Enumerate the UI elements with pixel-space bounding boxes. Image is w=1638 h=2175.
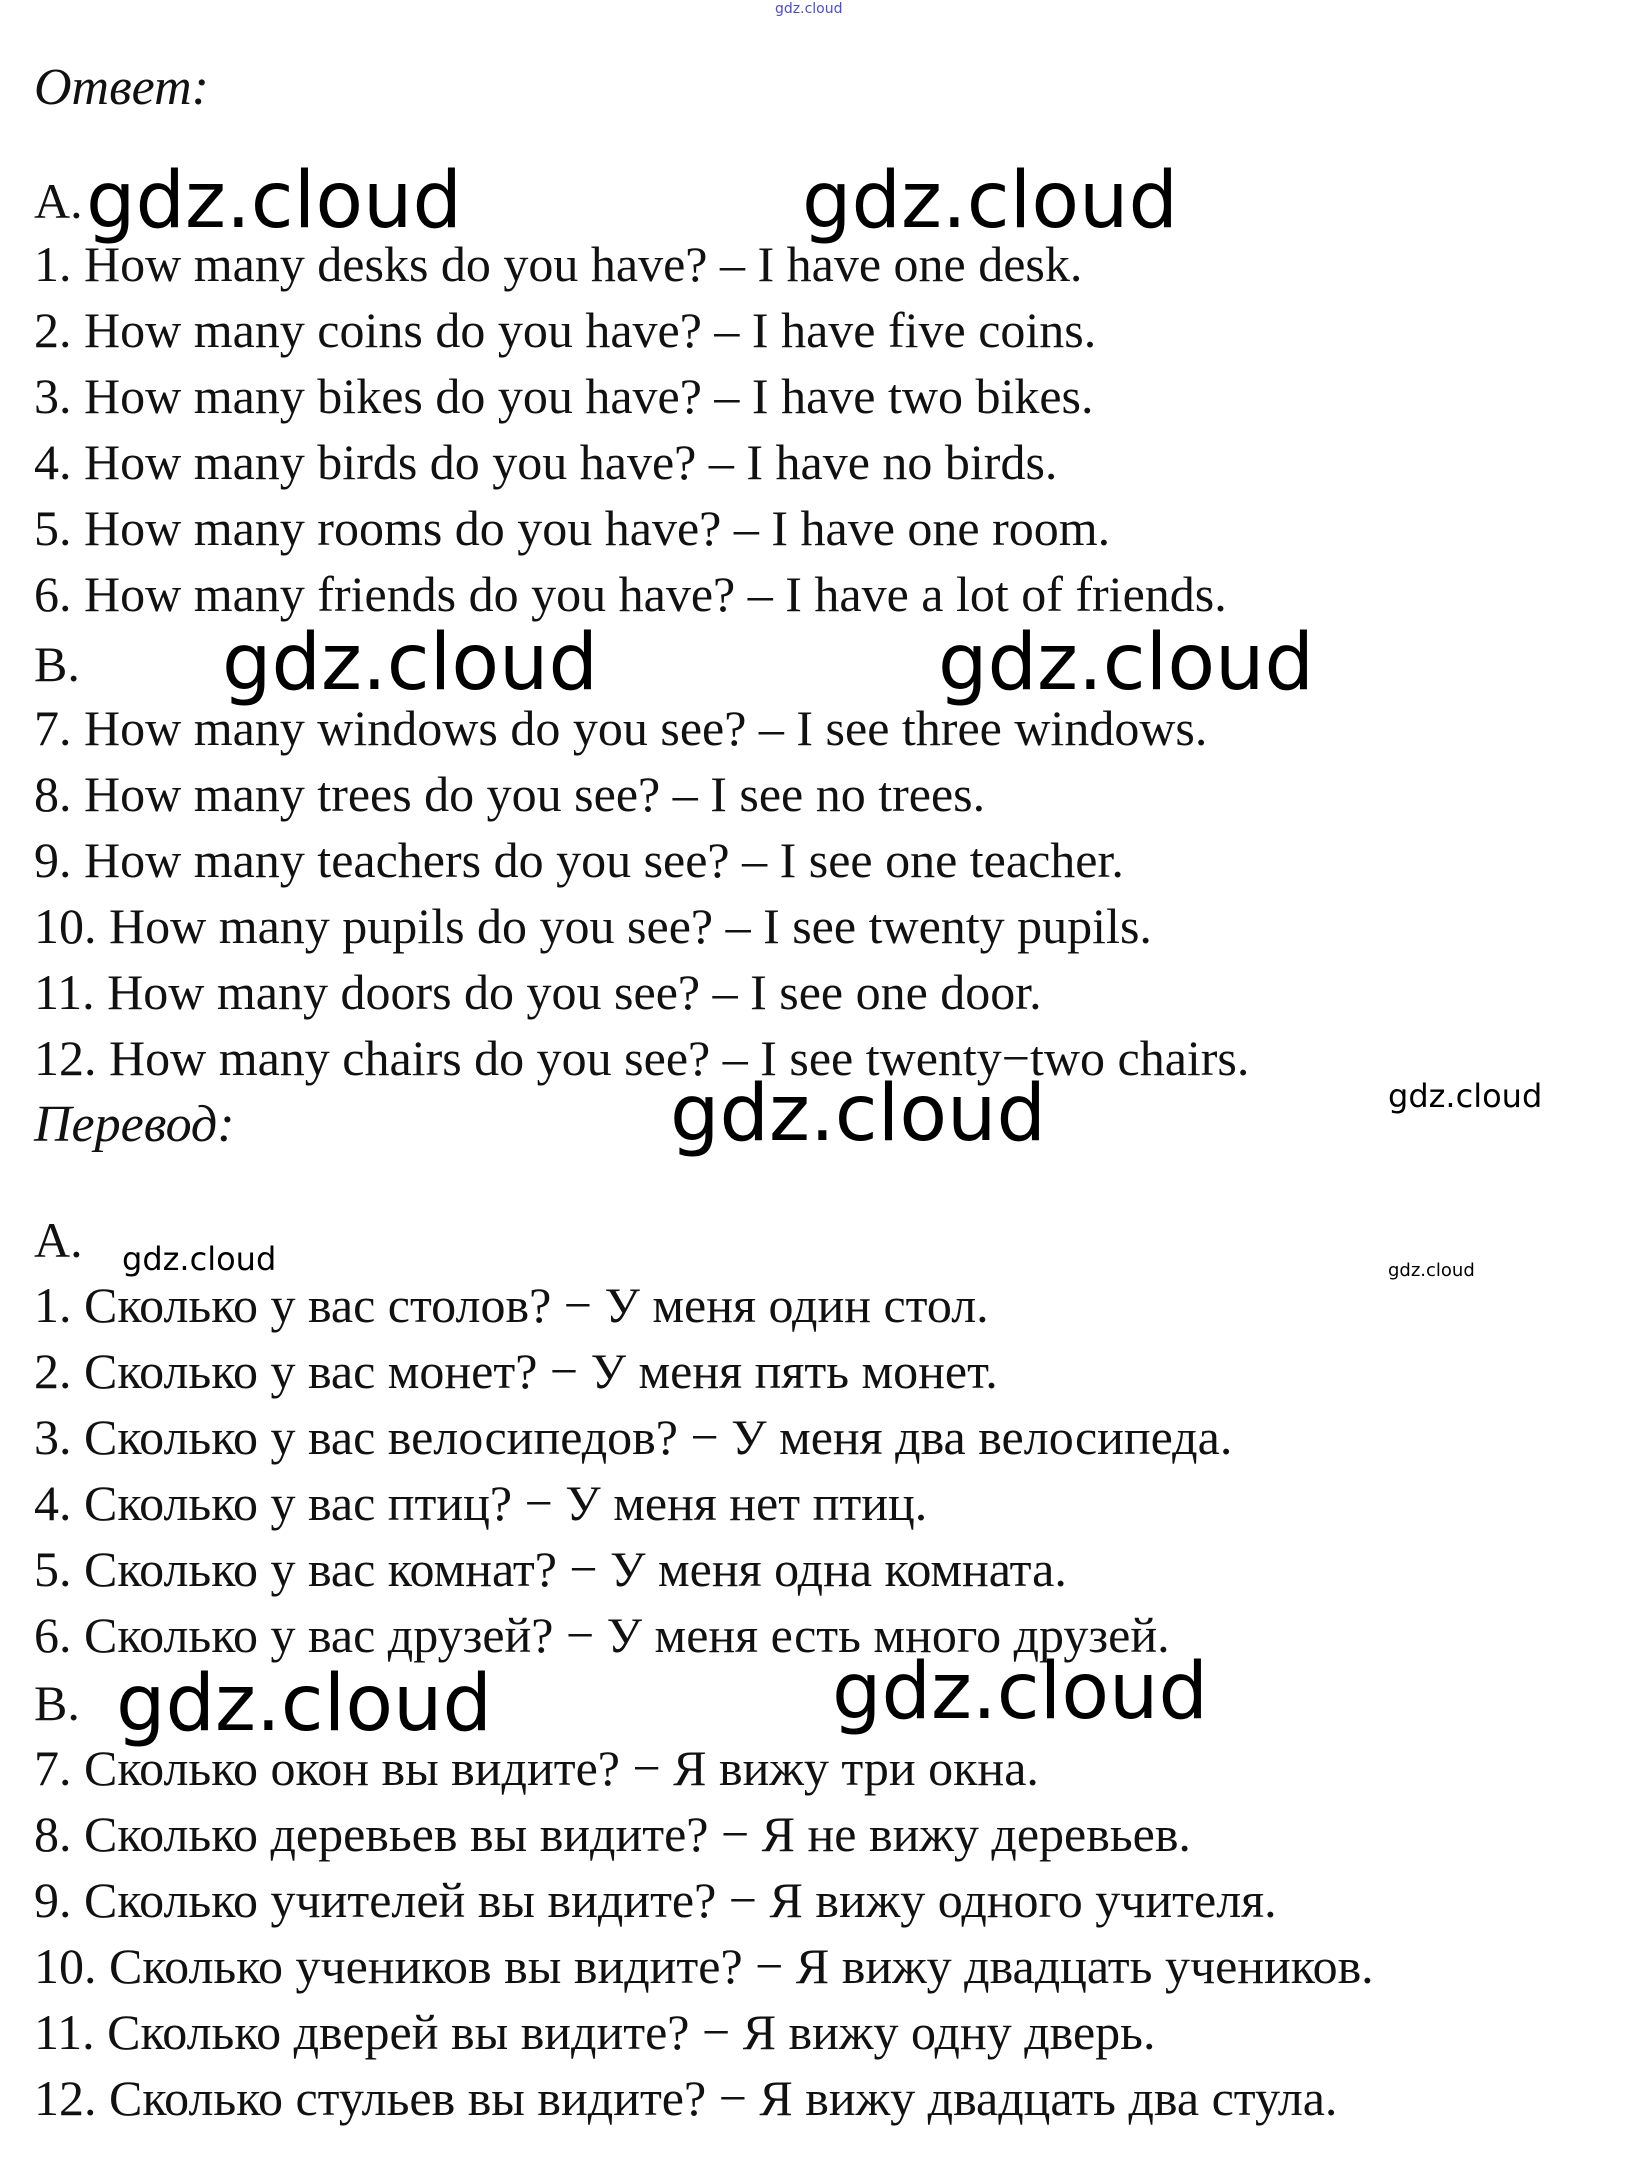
- translation-line-12: 12. Сколько стульев вы видите? − Я вижу двадцать два стула.: [34, 2070, 1338, 2126]
- answer-line-2: 2. How many coins do you have? – I have five coins.: [34, 302, 1097, 358]
- translation-heading: Перевод:: [34, 1096, 235, 1153]
- translation-line-5: 5. Сколько у вас комнат? − У меня одна комната.: [34, 1541, 1067, 1597]
- translation-line-3: 3. Сколько у вас велосипедов? − У меня два велосипеда.: [34, 1409, 1233, 1465]
- answer-line-6: 6. How many friends do you have? – I have a lot of friends.: [34, 566, 1227, 622]
- answer-line-9: 9. How many teachers do you see? – I see one teacher.: [34, 832, 1124, 888]
- answer-line-1: 1. How many desks do you have? – I have one desk.: [34, 236, 1083, 292]
- answer-section-b-label: B.: [34, 636, 80, 692]
- watermark: gdz.cloud: [116, 1659, 492, 1749]
- watermark: gdz.cloud: [122, 1240, 277, 1278]
- translation-line-8: 8. Сколько деревьев вы видите? − Я не вижу деревьев.: [34, 1806, 1191, 1862]
- translation-line-2: 2. Сколько у вас монет? − У меня пять монет.: [34, 1343, 998, 1399]
- answer-line-7: 7. How many windows do you see? – I see three windows.: [34, 700, 1208, 756]
- translation-line-7: 7. Сколько окон вы видите? − Я вижу три окна.: [34, 1740, 1039, 1796]
- translation-line-9: 9. Сколько учителей вы видите? − Я вижу одного учителя.: [34, 1872, 1277, 1928]
- translation-line-6: 6. Сколько у вас друзей? − У меня есть много друзей.: [34, 1607, 1170, 1663]
- answer-line-3: 3. How many bikes do you have? – I have two bikes.: [34, 368, 1094, 424]
- translation-line-4: 4. Сколько у вас птиц? − У меня нет птиц.: [34, 1475, 928, 1531]
- watermark: gdz.cloud: [832, 1647, 1208, 1737]
- answer-line-11: 11. How many doors do you see? – I see one door.: [34, 964, 1042, 1020]
- translation-line-10: 10. Сколько учеников вы видите? − Я вижу двадцать учеников.: [34, 1938, 1374, 1994]
- watermark: gdz.cloud: [1388, 1260, 1475, 1281]
- watermark: gdz.cloud: [802, 156, 1178, 246]
- answer-line-12: 12. How many chairs do you see? – I see twenty−two chairs.: [34, 1030, 1250, 1086]
- translation-line-11: 11. Сколько дверей вы видите? − Я вижу одну дверь.: [34, 2004, 1156, 2060]
- watermark: gdz.cloud: [86, 156, 462, 246]
- watermark: gdz.cloud: [670, 1069, 1046, 1159]
- watermark: gdz.cloud: [222, 618, 598, 708]
- answer-line-10: 10. How many pupils do you see? – I see twenty pupils.: [34, 898, 1152, 954]
- watermark-top: gdz.cloud: [775, 1, 843, 17]
- answer-section-a-label: A.: [34, 173, 83, 229]
- answer-line-4: 4. How many birds do you have? – I have no birds.: [34, 434, 1058, 490]
- answer-heading: Ответ:: [34, 59, 209, 116]
- answer-line-5: 5. How many rooms do you have? – I have one room.: [34, 500, 1111, 556]
- translation-section-a-label: A.: [34, 1212, 83, 1268]
- watermark: gdz.cloud: [938, 618, 1314, 708]
- watermark: gdz.cloud: [1388, 1077, 1543, 1115]
- translation-section-b-label: B.: [34, 1675, 80, 1731]
- answer-line-8: 8. How many trees do you see? – I see no trees.: [34, 766, 986, 822]
- translation-line-1: 1. Сколько у вас столов? − У меня один стол.: [34, 1277, 989, 1333]
